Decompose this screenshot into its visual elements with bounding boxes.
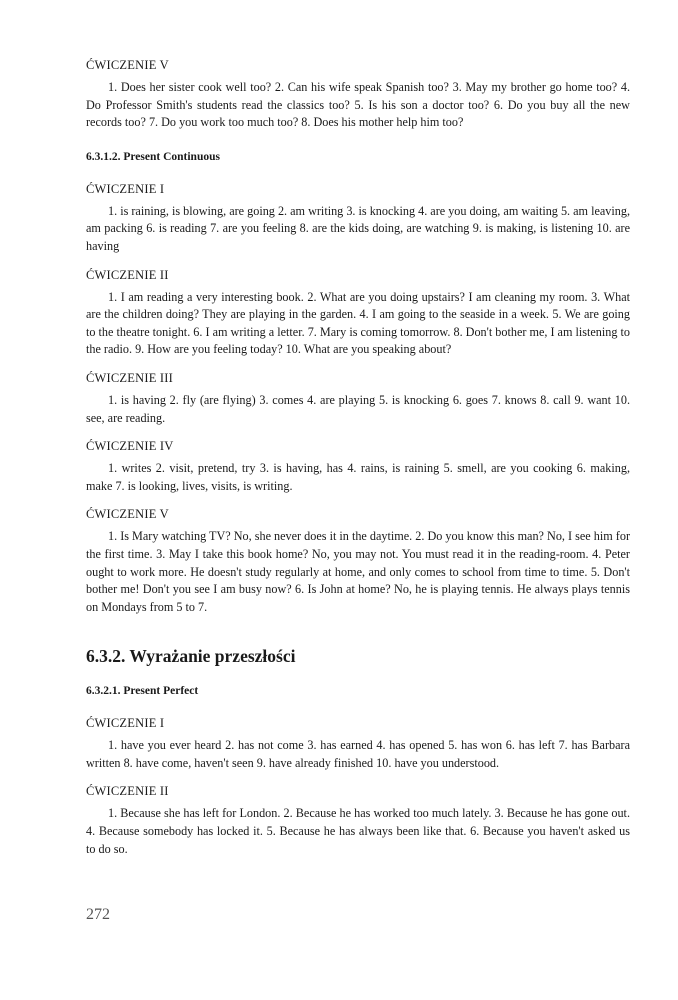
subsection-heading: 6.3.2.1. Present Perfect bbox=[86, 685, 199, 698]
exercise-block bbox=[86, 716, 630, 772]
exercise-text: 1. is having 2. fly (are flying) 3. comes 4. are playing 5. is knocking 6. goes 7. knows 8. call 9. want 10. see, are reading. bbox=[86, 392, 630, 425]
exercise-heading: ĆWICZENIE III bbox=[86, 370, 173, 385]
exercise-block bbox=[86, 182, 630, 256]
exercise-block bbox=[86, 371, 630, 427]
exercise-text: 1. Does her sister cook well too? 2. Can his wife speak Spanish too? 3. May my brother go home too? 4. Do Professor Smith's students read the classics too? 5. Is his son a doctor too? 6. Do you buy all the new records too? 7. Do you work too much too? 8. Does his mother help him too? bbox=[86, 80, 630, 130]
page-body bbox=[86, 58, 630, 858]
exercise-heading: ĆWICZENIE I bbox=[86, 181, 165, 196]
exercise-text: 1. I am reading a very interesting book. 2. What are you doing upstairs? I am cleaning my room. 3. What are the children doing? They are playing in the garden. 4. I am going to the seaside in a week. 5. We are going to the theatre tonight. 6. I am writing a letter. 7. Mary is coming tomorrow. 8. Don't bother me, I am listening to the radio. 9. How are you feeling today? 10. What are you speaking about? bbox=[86, 289, 630, 357]
exercise-text: 1. Because she has left for London. 2. Because he has worked too much lately. 3. Because he has gone out. 4. Because somebody has locked it. 5. Because he has always been like that. 6. Because you haven't asked us to do so. bbox=[86, 806, 630, 856]
exercise-block bbox=[86, 58, 630, 132]
exercise-text: 1. writes 2. visit, pretend, try 3. is having, has 4. rains, is raining 5. smell, are you cooking 6. making, make 7. is looking, lives, visits, is writing. bbox=[86, 461, 630, 493]
exercise-block bbox=[86, 268, 630, 359]
page-number: 272 bbox=[86, 906, 110, 923]
exercise-text: 1. have you ever heard 2. has not come 3. has earned 4. has opened 5. has won 6. has left 7. has Barbara written 8. have come, haven't seen 9. have already finished 10. have you understood. bbox=[86, 738, 630, 770]
exercise-heading: ĆWICZENIE V bbox=[86, 58, 169, 72]
exercise-heading: ĆWICZENIE II bbox=[86, 267, 169, 282]
subsection-heading: 6.3.1.2. Present Continuous bbox=[86, 150, 220, 163]
exercise-block bbox=[86, 507, 630, 616]
exercise-heading: ĆWICZENIE V bbox=[86, 507, 169, 522]
exercise-block bbox=[86, 784, 630, 858]
exercise-heading: ĆWICZENIE IV bbox=[86, 439, 174, 454]
section-heading: 6.3.2. Wyrażanie przeszłości bbox=[86, 646, 296, 667]
exercise-block bbox=[86, 439, 630, 495]
exercise-text: 1. Is Mary watching TV? No, she never does it in the daytime. 2. Do you know this man? No, I see him for the first time. 3. May I take this book home? No, you may not. You must read it in the reading-room. 4. Peter ought to work more. He doesn't study regularly at home, and only comes to school from time to time. 5. Don't bother me! Don't you see I am busy now? 6. Is John at home? No, he is playing tennis. He always plays tennis on Mondays from 5 to 7. bbox=[86, 529, 630, 614]
exercise-heading: ĆWICZENIE II bbox=[86, 784, 169, 799]
exercise-text: 1. is raining, is blowing, are going 2. am writing 3. is knocking 4. are you doing, am waiting 5. am leaving, am packing 6. is reading 7. are you feeling 8. are the kids doing, are watching 9. is making, is listening 10. are having bbox=[86, 203, 630, 253]
exercise-heading: ĆWICZENIE I bbox=[86, 716, 165, 731]
